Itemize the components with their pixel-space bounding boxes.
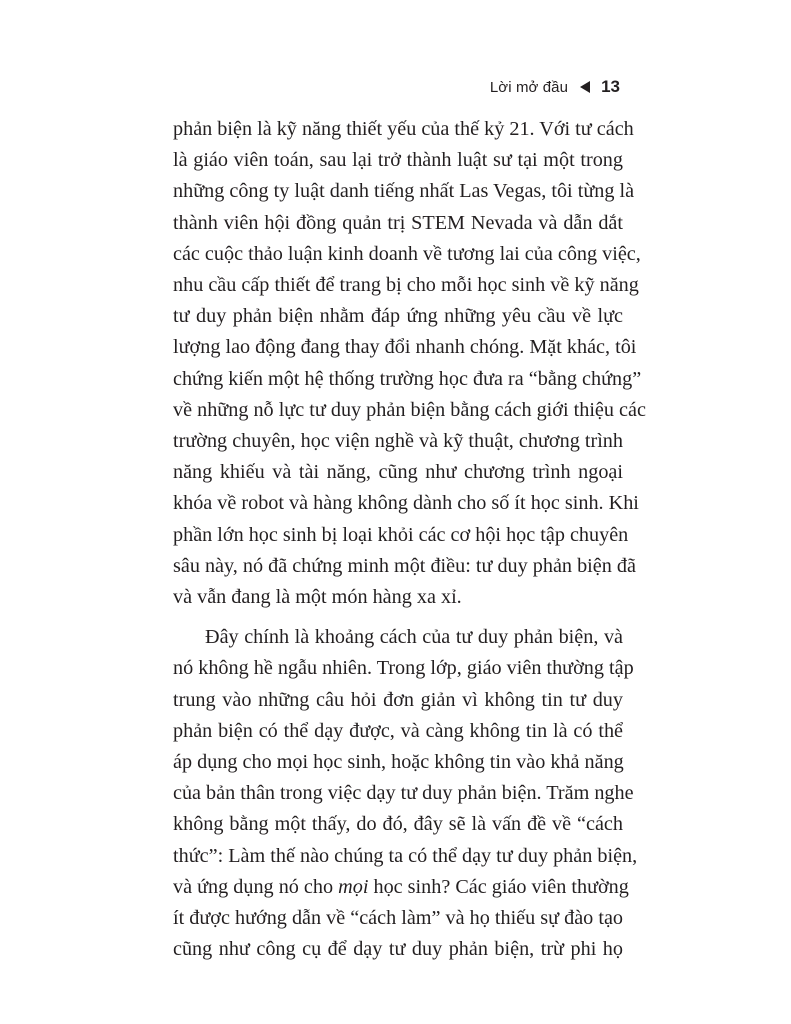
text-line: của bản thân trong việc dạy tư duy phản biện. Trăm nghe — [173, 782, 634, 805]
text-line: cũng như công cụ để dạy tư duy phản biện, trừ phi họ — [173, 938, 623, 961]
text-line: về những nỗ lực tư duy phản biện bằng cách giới thiệu các — [173, 398, 646, 421]
text-line: phản biện là kỹ năng thiết yếu của thế kỷ 21. Với tư cách — [173, 118, 634, 140]
body-text — [173, 114, 646, 965]
text-line: khóa về robot và hàng không dành cho số ít học sinh. Khi — [173, 492, 639, 515]
paragraph — [173, 622, 638, 965]
text-line: chứng kiến một hệ thống trường học đưa ra “bằng chứng” — [173, 367, 642, 390]
text-line: sâu này, nó đã chứng minh một điều: tư duy phản biện đã — [173, 554, 636, 577]
text-line: tư duy phản biện nhằm đáp ứng những yêu cầu về lực — [173, 305, 623, 328]
text-line: trường chuyên, học viện nghề và kỹ thuật, chương trình — [173, 430, 623, 453]
text-line: là giáo viên toán, sau lại trở thành luật sư tại một trong — [173, 149, 623, 172]
text-line: thành viên hội đồng quản trị STEM Nevada và dẫn dắt — [173, 211, 623, 234]
text-line: những công ty luật danh tiếng nhất Las Vegas, tôi từng là — [173, 180, 635, 203]
text-line: phản biện có thể dạy được, và càng không tin là có thể — [173, 719, 623, 742]
paragraph — [173, 114, 646, 613]
arrow-left-icon — [580, 81, 590, 93]
text-line: các cuộc thảo luận kinh doanh về tương lai của công việc, — [173, 242, 641, 265]
text-line: Đây chính là khoảng cách của tư duy phản biện, và — [205, 626, 623, 649]
text-line: lượng lao động đang thay đổi nhanh chóng. Mặt khác, tôi — [173, 336, 637, 359]
text-line: và ứng dụng nó cho mọi học sinh? Các giáo viên thường — [173, 875, 629, 898]
text-line: không bằng một thấy, do đó, đây sẽ là vấn đề về “cách — [173, 813, 623, 836]
text-line: áp dụng cho mọi học sinh, hoặc không tin vào khả năng — [173, 751, 624, 774]
text-line: phần lớn học sinh bị loại khỏi các cơ hội học tập chuyên — [173, 523, 629, 546]
text-line: nó không hề ngẫu nhiên. Trong lớp, giáo viên thường tập — [173, 657, 634, 680]
text-line: ít được hướng dẫn về “cách làm” và họ thiếu sự đào tạo — [173, 907, 623, 930]
text-line: năng khiếu và tài năng, cũng như chương trình ngoại — [173, 461, 623, 484]
page-number: 13 — [601, 77, 620, 96]
text-line: trung vào những câu hỏi đơn giản vì không tin tư duy — [173, 688, 623, 711]
text-line: thức”: Làm thế nào chúng ta có thể dạy tư duy phản biện, — [173, 844, 638, 867]
text-line: nhu cầu cấp thiết để trang bị cho mỗi học sinh về kỹ năng — [173, 274, 639, 297]
running-header — [490, 74, 620, 100]
emphasis: mọi — [338, 875, 369, 898]
paragraph-spacer — [173, 613, 623, 622]
text-line: và vẫn đang là một món hàng xa xỉ. — [173, 586, 462, 609]
section-title: Lời mở đầu — [489, 78, 569, 96]
